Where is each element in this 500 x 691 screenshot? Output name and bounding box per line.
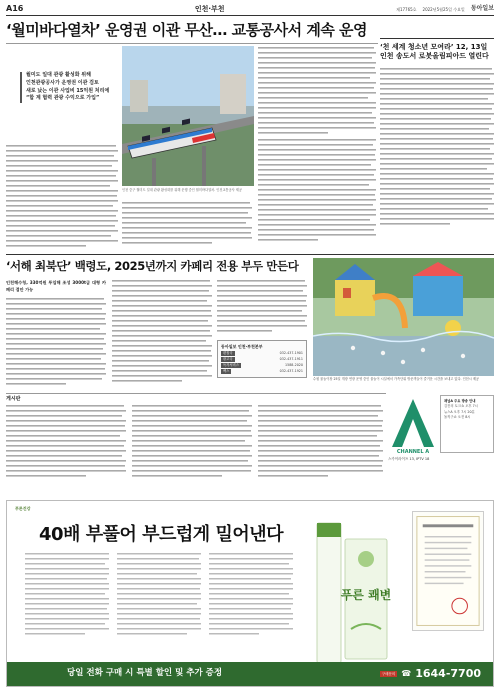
newspaper-brand: 동아일보: [470, 5, 494, 13]
monorail-illustration: [122, 46, 254, 186]
infobox-value[interactable]: 032-437-1921: [279, 369, 303, 374]
infobox-label: 독자서비스: [223, 363, 239, 368]
notice-col: [258, 405, 383, 487]
channel-a-promo: [388, 395, 494, 495]
article1-body-col2: [122, 202, 252, 250]
infobox-value[interactable]: 032-437-1911: [279, 357, 303, 362]
infobox-label: 광고국: [223, 357, 233, 362]
channel-a-logo-icon: [388, 395, 438, 455]
lead-line: 월미도 일대 관광 활성화 위해: [26, 72, 91, 78]
body-text-lines: [112, 280, 212, 390]
product-name: 푸른 쾌변: [340, 588, 392, 602]
body-text-lines: [258, 47, 376, 250]
waterpark-illustration: [313, 258, 494, 376]
sidebar-article: [380, 38, 494, 229]
notice-col: [6, 405, 126, 487]
monorail-photo: [122, 46, 254, 186]
body-text-lines: [380, 68, 494, 228]
article2-headline[interactable]: ‘서해 최북단’ 백령도, 2025년까지 카페리 전용 부두 만든다: [6, 259, 299, 273]
photo2-caption: 수원 물놀이장 25일 개장 연장 운영 중인 물놀이 시설에서 가족단위 방문객들이 즐거운 시간을 보내고 있다. 인천시 제공: [313, 377, 479, 381]
body-text-lines: [6, 145, 118, 250]
body-text-lines: [258, 405, 383, 485]
product-package-image: [305, 519, 395, 669]
advertisement[interactable]: [6, 500, 494, 687]
issue-date: 2022년5월25일 수요일: [422, 6, 465, 12]
infobox-value[interactable]: 032-437-1901: [279, 351, 303, 356]
infobox-row: [221, 363, 303, 367]
channel-schedule-line: 뉴스A 오후 7시 20분: [444, 409, 475, 414]
article2-body-col1: [6, 298, 106, 390]
lead-line: 인천관광공사가 운영권 이관 검토: [26, 79, 99, 86]
article1-body-col1: [6, 145, 118, 250]
ad-brand: 푸른건강: [15, 506, 31, 511]
article1-lead: [20, 72, 110, 103]
infobox-label: 팩스: [223, 369, 230, 374]
notice-col: [132, 405, 252, 487]
section-title: 인천·부천: [194, 4, 225, 13]
article2-body-col2: [112, 280, 212, 390]
contact-infobox: [217, 340, 307, 378]
body-text-lines: [25, 553, 295, 653]
page-number: A16: [6, 4, 24, 14]
article1-body-col3: [258, 47, 376, 250]
ad-phone-label: 구매문의: [381, 671, 396, 676]
article2-body-col3: [217, 280, 307, 338]
section-divider: [6, 254, 494, 255]
ad-footer-bar[interactable]: [7, 662, 494, 686]
channel-schedule-box: [440, 395, 494, 453]
waterpark-photo: [313, 258, 494, 376]
body-text-lines: [122, 202, 252, 250]
article2-lead: [6, 280, 106, 293]
ad-headline: 40배 부풀어 부드럽게 밀어낸다: [39, 524, 284, 545]
phone-icon: ☎: [401, 668, 412, 678]
article2-lead-text: 인천해수청, 330억원 투입해 조성 3000t급 대형 카페리 접안 가능: [6, 280, 106, 292]
lead-line: 새로 났는 이관 사업비 15억원 처리에: [26, 87, 110, 94]
article1-headline[interactable]: ‘월미바다열차’ 운영권 이관 무산… 교통공사서 계속 운영: [6, 21, 368, 39]
channel-name: CHANNEL A: [396, 449, 430, 455]
channel-schedule-line: 돌직구쇼 오전 8시: [444, 414, 471, 419]
infobox-label: 편집국: [223, 351, 233, 356]
body-text-lines: [6, 405, 126, 485]
infobox-row: [221, 369, 303, 373]
notice-board-title: 게시판: [6, 396, 21, 402]
certificate-image: [412, 511, 484, 631]
channel-tagline: 스카이라이프 13, IPTV 18: [388, 457, 430, 461]
lead-line: “합 계 협력 관광 수익으로 가입”: [26, 95, 100, 102]
divider: [6, 43, 378, 44]
channel-box-title: 채널A 주요 방송 안내: [444, 399, 476, 403]
infobox-value[interactable]: 1588-2020: [285, 363, 303, 368]
infobox-title: 동아일보 인천·부천본부: [221, 344, 263, 349]
ad-promo-text: 당일 전화 구매 시 특별 할인 및 추가 증정: [67, 668, 223, 679]
body-text-lines: [6, 298, 106, 390]
infobox-row: [221, 357, 303, 361]
sidebar-headline[interactable]: ‘천 세계 청소년 모여라’ 12, 13일 인천 송도서 로봇올림피아드 열린다: [380, 38, 494, 62]
issue-number: 제17765호: [396, 6, 417, 12]
ad-phone-number[interactable]: 1644-7700: [415, 666, 481, 680]
body-text-lines: [217, 280, 307, 338]
masthead: [6, 4, 494, 16]
infobox-row: [221, 351, 303, 355]
channel-schedule-line: 김진의 토크쇼 오후 7시: [444, 404, 478, 409]
ad-phone-group[interactable]: [380, 667, 481, 682]
body-text-lines: [132, 405, 252, 485]
masthead-meta: [396, 5, 494, 13]
photo1-caption: 인천 중구 월미도 일대 관광 활성화를 위해 운행 중인 월미바다열차. 인천교통공사 제공: [122, 188, 242, 192]
divider: [6, 393, 386, 394]
